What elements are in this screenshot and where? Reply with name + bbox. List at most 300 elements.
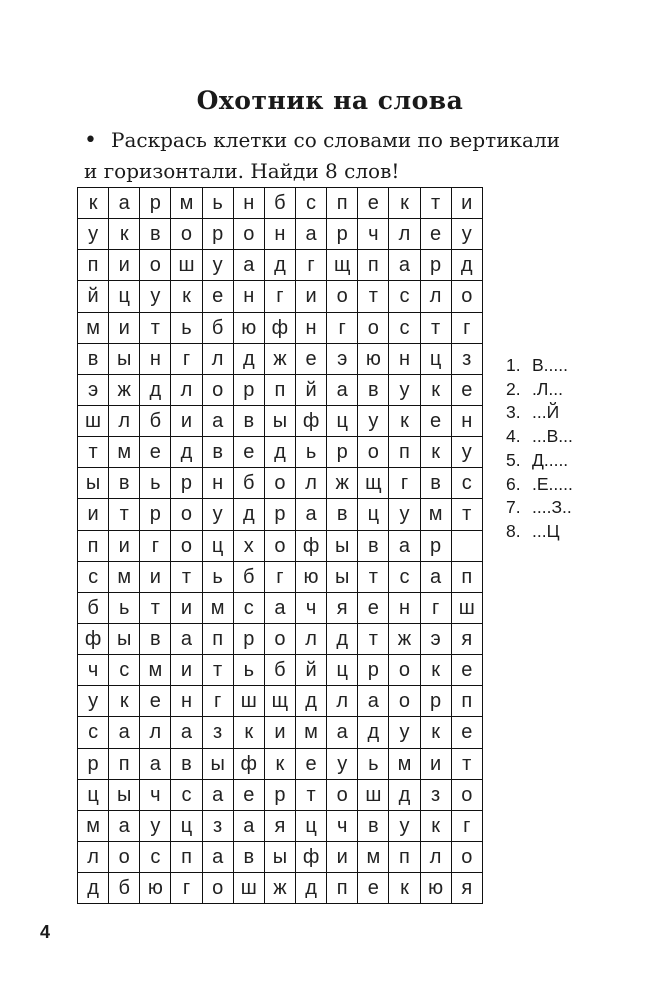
grid-cell[interactable]: д — [265, 437, 296, 468]
grid-cell[interactable]: б — [109, 873, 140, 904]
grid-cell[interactable]: в — [140, 624, 171, 655]
grid-cell[interactable]: к — [234, 717, 265, 748]
grid-cell[interactable]: г — [171, 873, 202, 904]
grid-cell[interactable]: с — [140, 842, 171, 873]
grid-cell[interactable]: я — [452, 624, 483, 655]
grid-cell[interactable]: г — [265, 562, 296, 593]
grid-cell[interactable]: т — [358, 562, 389, 593]
grid-cell[interactable]: с — [389, 562, 420, 593]
grid-cell[interactable]: ь — [203, 188, 234, 219]
grid-cell[interactable]: н — [171, 686, 202, 717]
grid-cell[interactable]: ю — [358, 344, 389, 375]
grid-cell[interactable]: м — [78, 313, 109, 344]
grid-cell[interactable]: о — [389, 686, 420, 717]
grid-cell[interactable]: н — [234, 188, 265, 219]
grid-cell[interactable]: р — [327, 219, 358, 250]
grid-cell[interactable]: д — [78, 873, 109, 904]
grid-cell[interactable]: о — [203, 375, 234, 406]
grid-cell[interactable]: а — [109, 811, 140, 842]
grid-cell[interactable]: э — [421, 624, 452, 655]
grid-cell[interactable]: в — [140, 219, 171, 250]
grid-cell[interactable]: б — [140, 406, 171, 437]
grid-cell[interactable]: з — [203, 811, 234, 842]
grid-cell[interactable]: ь — [140, 468, 171, 499]
grid-cell[interactable]: а — [203, 842, 234, 873]
grid-cell[interactable]: р — [265, 780, 296, 811]
grid-cell[interactable]: г — [171, 344, 202, 375]
grid-cell[interactable]: г — [203, 686, 234, 717]
grid-cell[interactable]: я — [327, 593, 358, 624]
grid-cell[interactable]: к — [421, 811, 452, 842]
grid-cell[interactable]: б — [265, 655, 296, 686]
grid-cell[interactable]: з — [421, 780, 452, 811]
grid-cell[interactable]: е — [358, 873, 389, 904]
grid-cell[interactable]: и — [171, 406, 202, 437]
grid-cell[interactable]: н — [203, 468, 234, 499]
grid-cell[interactable]: р — [234, 624, 265, 655]
grid-cell[interactable]: е — [234, 780, 265, 811]
grid-cell[interactable]: к — [265, 749, 296, 780]
grid-cell[interactable]: т — [421, 313, 452, 344]
grid-cell[interactable]: т — [140, 593, 171, 624]
grid-cell[interactable]: б — [265, 188, 296, 219]
grid-cell[interactable]: б — [234, 562, 265, 593]
grid-cell[interactable]: и — [171, 593, 202, 624]
grid-cell[interactable]: о — [203, 873, 234, 904]
grid-cell[interactable]: г — [452, 313, 483, 344]
grid-cell[interactable]: д — [140, 375, 171, 406]
grid-cell[interactable]: ь — [234, 655, 265, 686]
grid-cell[interactable]: л — [296, 468, 327, 499]
grid-cell[interactable]: м — [140, 655, 171, 686]
grid-cell[interactable]: е — [358, 593, 389, 624]
grid-cell[interactable]: т — [296, 780, 327, 811]
grid-cell[interactable]: г — [140, 531, 171, 562]
grid-cell[interactable]: и — [296, 281, 327, 312]
grid-cell[interactable]: м — [78, 811, 109, 842]
grid-cell[interactable]: в — [358, 531, 389, 562]
grid-cell[interactable]: с — [171, 780, 202, 811]
grid-cell[interactable]: у — [389, 811, 420, 842]
grid-cell[interactable]: т — [452, 499, 483, 530]
grid-cell[interactable]: а — [327, 717, 358, 748]
grid-cell[interactable]: и — [171, 655, 202, 686]
grid-cell[interactable]: к — [171, 281, 202, 312]
grid-cell[interactable]: л — [389, 219, 420, 250]
grid-cell[interactable]: у — [203, 499, 234, 530]
page-number: 4 — [40, 922, 51, 942]
grid-cell[interactable]: р — [358, 655, 389, 686]
grid-cell[interactable]: а — [109, 188, 140, 219]
grid-cell[interactable]: п — [452, 562, 483, 593]
grid-cell[interactable]: р — [203, 219, 234, 250]
grid-cell[interactable]: д — [296, 873, 327, 904]
grid-cell[interactable]: и — [109, 531, 140, 562]
grid-cell[interactable]: ь — [109, 593, 140, 624]
grid-cell[interactable]: о — [452, 780, 483, 811]
grid-cell[interactable]: о — [389, 655, 420, 686]
grid-cell[interactable]: о — [327, 780, 358, 811]
grid-cell[interactable]: о — [265, 468, 296, 499]
grid-cell[interactable]: ф — [234, 749, 265, 780]
grid-cell[interactable]: н — [265, 219, 296, 250]
grid-cell[interactable]: у — [389, 717, 420, 748]
grid-cell[interactable]: е — [452, 655, 483, 686]
grid-cell[interactable]: д — [234, 499, 265, 530]
grid-cell[interactable]: ч — [358, 219, 389, 250]
grid-cell[interactable]: р — [234, 375, 265, 406]
grid-cell[interactable]: в — [78, 344, 109, 375]
grid-cell[interactable]: и — [109, 250, 140, 281]
grid-cell[interactable]: е — [421, 406, 452, 437]
grid-cell[interactable]: к — [421, 437, 452, 468]
grid-cell[interactable]: т — [140, 313, 171, 344]
grid-cell[interactable]: у — [358, 406, 389, 437]
grid-cell[interactable]: ц — [327, 406, 358, 437]
grid-cell[interactable]: ь — [171, 313, 202, 344]
grid-cell[interactable]: п — [109, 749, 140, 780]
grid-cell[interactable]: о — [171, 499, 202, 530]
grid-cell[interactable]: о — [452, 281, 483, 312]
grid-cell[interactable]: г — [327, 313, 358, 344]
grid-cell[interactable]: й — [78, 281, 109, 312]
grid-cell[interactable]: ж — [265, 873, 296, 904]
grid-cell[interactable]: ч — [327, 811, 358, 842]
grid-cell[interactable]: ы — [109, 624, 140, 655]
grid-cell[interactable]: д — [389, 780, 420, 811]
grid-cell[interactable]: ш — [171, 250, 202, 281]
grid-cell[interactable]: я — [452, 873, 483, 904]
grid-cell[interactable]: ы — [327, 562, 358, 593]
grid-cell[interactable]: с — [389, 281, 420, 312]
grid-cell[interactable]: ы — [203, 749, 234, 780]
grid-cell[interactable]: о — [358, 313, 389, 344]
grid-cell[interactable]: ц — [327, 655, 358, 686]
grid-cell[interactable]: а — [327, 375, 358, 406]
grid-cell[interactable]: л — [421, 842, 452, 873]
grid-cell[interactable]: о — [109, 842, 140, 873]
grid-cell[interactable]: в — [203, 437, 234, 468]
grid-cell[interactable]: д — [358, 717, 389, 748]
grid-cell[interactable]: п — [327, 873, 358, 904]
grid-cell[interactable]: й — [296, 655, 327, 686]
grid-cell[interactable]: а — [296, 219, 327, 250]
grid-cell[interactable]: щ — [358, 468, 389, 499]
grid-cell[interactable] — [452, 531, 483, 562]
grid-cell[interactable]: м — [203, 593, 234, 624]
grid-cell[interactable]: а — [421, 562, 452, 593]
grid-cell[interactable]: ж — [265, 344, 296, 375]
grid-cell[interactable]: е — [234, 437, 265, 468]
grid-cell[interactable]: о — [452, 842, 483, 873]
grid-cell[interactable]: ш — [358, 780, 389, 811]
grid-cell[interactable]: и — [140, 562, 171, 593]
grid-cell[interactable]: к — [109, 686, 140, 717]
grid-cell[interactable]: п — [265, 375, 296, 406]
grid-cell[interactable]: р — [421, 531, 452, 562]
grid-cell[interactable]: п — [203, 624, 234, 655]
grid-cell[interactable]: б — [203, 313, 234, 344]
grid-cell[interactable]: ы — [265, 406, 296, 437]
grid-cell[interactable]: з — [452, 344, 483, 375]
grid-cell[interactable]: л — [171, 375, 202, 406]
grid-cell[interactable]: ф — [265, 313, 296, 344]
grid-cell[interactable]: з — [203, 717, 234, 748]
grid-cell[interactable]: е — [452, 717, 483, 748]
grid-cell[interactable]: а — [389, 531, 420, 562]
grid-cell[interactable]: д — [327, 624, 358, 655]
grid-cell[interactable]: у — [389, 375, 420, 406]
grid-cell[interactable]: о — [234, 219, 265, 250]
grid-cell[interactable]: у — [327, 749, 358, 780]
grid-cell[interactable]: к — [109, 219, 140, 250]
grid-cell[interactable]: т — [358, 624, 389, 655]
grid-cell[interactable]: д — [234, 344, 265, 375]
grid-cell[interactable]: р — [327, 437, 358, 468]
grid-cell[interactable]: в — [234, 406, 265, 437]
grid-cell[interactable]: к — [389, 873, 420, 904]
grid-cell[interactable]: с — [389, 313, 420, 344]
grid-cell[interactable]: и — [421, 749, 452, 780]
grid-cell[interactable]: п — [389, 437, 420, 468]
grid-cell[interactable]: у — [389, 499, 420, 530]
grid-cell[interactable]: ы — [109, 344, 140, 375]
grid-cell[interactable]: о — [265, 531, 296, 562]
grid-cell[interactable]: ц — [296, 811, 327, 842]
grid-cell[interactable]: м — [358, 842, 389, 873]
grid-cell[interactable]: ч — [140, 780, 171, 811]
grid-cell[interactable]: р — [140, 188, 171, 219]
grid-cell[interactable]: т — [109, 499, 140, 530]
grid-cell[interactable]: а — [109, 717, 140, 748]
grid-cell[interactable]: п — [78, 531, 109, 562]
grid-cell[interactable]: с — [296, 188, 327, 219]
grid-cell[interactable]: ф — [296, 842, 327, 873]
grid-cell[interactable]: л — [421, 281, 452, 312]
grid-cell[interactable]: у — [452, 219, 483, 250]
grid-cell[interactable]: е — [203, 281, 234, 312]
grid-cell[interactable]: а — [358, 686, 389, 717]
grid-cell[interactable]: и — [327, 842, 358, 873]
grid-cell[interactable]: с — [78, 562, 109, 593]
grid-cell[interactable]: в — [327, 499, 358, 530]
grid-cell[interactable]: л — [78, 842, 109, 873]
grid-cell[interactable]: о — [358, 437, 389, 468]
grid-cell[interactable]: к — [421, 655, 452, 686]
grid-cell[interactable]: р — [140, 499, 171, 530]
grid-cell[interactable]: ш — [234, 873, 265, 904]
grid-cell[interactable]: ы — [78, 468, 109, 499]
grid-cell[interactable]: щ — [265, 686, 296, 717]
grid-cell[interactable]: о — [171, 531, 202, 562]
grid-cell[interactable]: а — [203, 780, 234, 811]
grid-cell[interactable]: е — [452, 375, 483, 406]
grid-cell[interactable]: ф — [296, 406, 327, 437]
grid-cell[interactable]: л — [327, 686, 358, 717]
grid-cell[interactable]: в — [234, 842, 265, 873]
grid-cell[interactable]: ш — [78, 406, 109, 437]
grid-cell[interactable]: л — [140, 717, 171, 748]
grid-cell[interactable]: ф — [296, 531, 327, 562]
grid-cell[interactable]: э — [327, 344, 358, 375]
grid-cell[interactable]: н — [452, 406, 483, 437]
grid-cell[interactable]: у — [140, 281, 171, 312]
grid-cell[interactable]: л — [203, 344, 234, 375]
grid-cell[interactable]: т — [358, 281, 389, 312]
grid-cell[interactable]: д — [296, 686, 327, 717]
grid-cell[interactable]: а — [296, 499, 327, 530]
grid-cell[interactable]: с — [78, 717, 109, 748]
grid-cell[interactable]: р — [421, 250, 452, 281]
grid-cell[interactable]: а — [265, 593, 296, 624]
grid-cell[interactable]: с — [109, 655, 140, 686]
grid-cell[interactable]: м — [296, 717, 327, 748]
grid-cell[interactable]: а — [389, 250, 420, 281]
grid-cell[interactable]: а — [171, 624, 202, 655]
grid-cell[interactable]: ь — [358, 749, 389, 780]
grid-cell[interactable]: э — [78, 375, 109, 406]
grid-cell[interactable]: к — [389, 188, 420, 219]
grid-cell[interactable]: п — [171, 842, 202, 873]
grid-cell[interactable]: н — [140, 344, 171, 375]
grid-cell[interactable]: е — [140, 686, 171, 717]
grid-cell[interactable]: а — [234, 811, 265, 842]
grid-cell[interactable]: а — [234, 250, 265, 281]
grid-cell[interactable]: й — [296, 375, 327, 406]
grid-cell[interactable]: у — [203, 250, 234, 281]
grid-cell[interactable]: а — [171, 717, 202, 748]
grid-cell[interactable]: л — [296, 624, 327, 655]
grid-cell[interactable]: е — [140, 437, 171, 468]
grid-cell[interactable]: ц — [109, 281, 140, 312]
grid-cell[interactable]: о — [265, 624, 296, 655]
grid-cell[interactable]: у — [140, 811, 171, 842]
grid-cell[interactable]: ц — [78, 780, 109, 811]
grid-cell[interactable]: и — [452, 188, 483, 219]
grid-cell[interactable]: а — [203, 406, 234, 437]
grid-cell[interactable]: л — [109, 406, 140, 437]
grid-cell[interactable]: у — [452, 437, 483, 468]
grid-cell[interactable]: м — [171, 188, 202, 219]
grid-cell[interactable]: ю — [296, 562, 327, 593]
grid-cell[interactable]: м — [389, 749, 420, 780]
grid-cell[interactable]: т — [452, 749, 483, 780]
grid-cell[interactable]: п — [358, 250, 389, 281]
grid-cell[interactable]: в — [358, 811, 389, 842]
grid-cell[interactable]: р — [171, 468, 202, 499]
grid-cell[interactable]: в — [171, 749, 202, 780]
grid-cell[interactable]: ц — [421, 344, 452, 375]
grid-cell[interactable]: н — [389, 344, 420, 375]
grid-cell[interactable]: т — [171, 562, 202, 593]
grid-cell[interactable]: ш — [234, 686, 265, 717]
grid-cell[interactable]: г — [389, 468, 420, 499]
grid-cell[interactable]: а — [140, 749, 171, 780]
grid-cell[interactable]: ь — [203, 562, 234, 593]
grid-cell[interactable]: г — [421, 593, 452, 624]
grid-cell[interactable]: и — [78, 499, 109, 530]
grid-cell[interactable]: х — [234, 531, 265, 562]
grid-cell[interactable]: е — [296, 344, 327, 375]
grid-cell[interactable]: т — [421, 188, 452, 219]
grid-cell[interactable]: п — [327, 188, 358, 219]
grid-cell[interactable]: ф — [78, 624, 109, 655]
grid-cell[interactable]: ж — [109, 375, 140, 406]
grid-cell[interactable]: и — [109, 313, 140, 344]
grid-cell[interactable]: ш — [452, 593, 483, 624]
grid-cell[interactable]: к — [78, 188, 109, 219]
grid-cell[interactable]: д — [265, 250, 296, 281]
grid-cell[interactable]: у — [78, 219, 109, 250]
grid-cell[interactable]: и — [265, 717, 296, 748]
grid-cell[interactable]: д — [171, 437, 202, 468]
grid-cell[interactable]: ц — [171, 811, 202, 842]
grid-cell[interactable]: в — [358, 375, 389, 406]
grid-cell[interactable]: в — [109, 468, 140, 499]
grid-cell[interactable]: с — [452, 468, 483, 499]
grid-cell[interactable]: ц — [358, 499, 389, 530]
grid-cell[interactable]: п — [389, 842, 420, 873]
grid-cell[interactable]: ж — [389, 624, 420, 655]
grid-cell[interactable]: ь — [296, 437, 327, 468]
grid-cell[interactable]: ы — [265, 842, 296, 873]
grid-cell[interactable]: к — [389, 406, 420, 437]
grid-cell[interactable]: р — [421, 686, 452, 717]
grid-cell[interactable]: о — [140, 250, 171, 281]
grid-cell[interactable]: е — [296, 749, 327, 780]
grid-cell[interactable]: ы — [327, 531, 358, 562]
grid-cell[interactable]: я — [265, 811, 296, 842]
grid-cell[interactable]: ю — [140, 873, 171, 904]
grid-cell[interactable]: г — [265, 281, 296, 312]
grid-cell[interactable]: р — [78, 749, 109, 780]
grid-cell[interactable]: г — [452, 811, 483, 842]
grid-cell[interactable]: ц — [203, 531, 234, 562]
grid-cell[interactable]: о — [171, 219, 202, 250]
grid-cell[interactable]: н — [234, 281, 265, 312]
grid-cell[interactable]: д — [452, 250, 483, 281]
grid-cell[interactable]: т — [78, 437, 109, 468]
grid-cell[interactable]: г — [296, 250, 327, 281]
grid-cell[interactable]: т — [203, 655, 234, 686]
grid-cell[interactable]: н — [296, 313, 327, 344]
grid-cell[interactable]: н — [389, 593, 420, 624]
grid-cell[interactable]: у — [78, 686, 109, 717]
grid-cell[interactable]: б — [234, 468, 265, 499]
grid-cell[interactable]: к — [421, 717, 452, 748]
grid-cell[interactable]: м — [421, 499, 452, 530]
grid-cell[interactable]: п — [78, 250, 109, 281]
grid-cell[interactable]: ч — [78, 655, 109, 686]
grid-cell[interactable]: ч — [296, 593, 327, 624]
grid-cell[interactable]: ы — [109, 780, 140, 811]
grid-cell[interactable]: к — [421, 375, 452, 406]
grid-cell[interactable]: м — [109, 562, 140, 593]
grid-cell[interactable]: е — [421, 219, 452, 250]
grid-cell[interactable]: ю — [421, 873, 452, 904]
grid-cell[interactable]: ю — [234, 313, 265, 344]
grid-cell[interactable]: б — [78, 593, 109, 624]
grid-cell[interactable]: в — [421, 468, 452, 499]
grid-cell[interactable]: м — [109, 437, 140, 468]
grid-cell[interactable]: е — [358, 188, 389, 219]
grid-cell[interactable]: о — [327, 281, 358, 312]
grid-cell[interactable]: р — [265, 499, 296, 530]
grid-cell[interactable]: ж — [327, 468, 358, 499]
grid-cell[interactable]: щ — [327, 250, 358, 281]
grid-cell[interactable]: п — [452, 686, 483, 717]
grid-cell[interactable]: с — [234, 593, 265, 624]
